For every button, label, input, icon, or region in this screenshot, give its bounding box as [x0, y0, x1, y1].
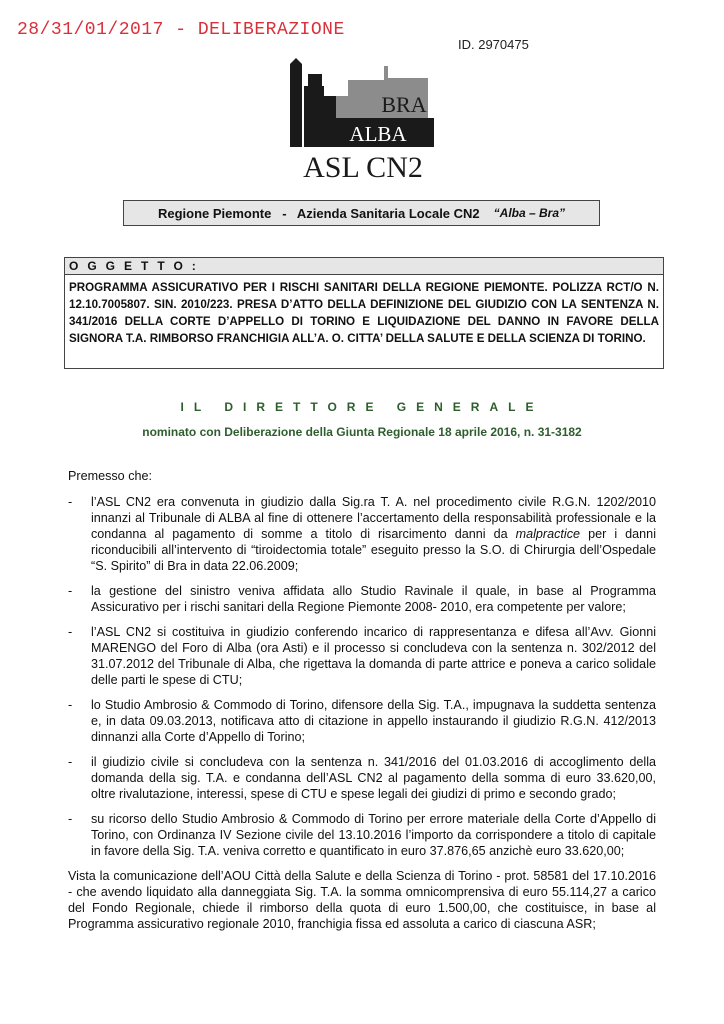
list-dash: - [68, 584, 73, 598]
list-item [68, 754, 656, 802]
logo-text-alba: ALBA [349, 122, 407, 146]
director-heading: IL DIRETTORE GENERALE [180, 400, 544, 414]
nomination-line: nominato con Deliberazione della Giunta Regionale 18 aprile 2016, n. 31-3182 [142, 425, 582, 439]
list-dash: - [68, 755, 73, 769]
list-dash: - [68, 812, 73, 826]
list-item [68, 624, 656, 688]
region-title: Regione Piemonte - Azienda Sanitaria Locale CN2 [157, 205, 480, 221]
list-item-text: la gestione del sinistro veniva affidata allo Studio Ravinale il quale, in base al Programma Assicurativo per i rischi sanitari della Regione Piemonte 2008- 2010, era competente per valore; [91, 584, 656, 614]
document-id: ID. 2970475 [458, 37, 529, 52]
subject-box [64, 257, 664, 369]
list-item-text: l’ASL CN2 si costituiva in giudizio conferendo incarico di rappresentanza e difesa all’Avv. Gionni MARENGO del Foro di Alba (ora Asti) e il processo si concludeva con la sentenza n. 302/2012 del 31.07.2012 del Tribunale di Alba, che rigettava la domanda di parte attrice e poneva a carico solidale delle parti le spese di CTU; [91, 625, 656, 687]
protocol-stamp: 28/31/01/2017 - DELIBERAZIONE [17, 20, 345, 40]
closing-paragraph: Vista la comunicazione dell’AOU Città della Salute e della Scienza di Torino - prot. 58581 del 17.10.2016 - che avendo liquidato alla danneggiata Sig. T.A. la somma omnicomprensiva di euro 55.114,27 a carico del Fondo Regionale, chiede il rimborso della quota di euro 1.500,00, che costituisce, in base al Programma assicurativo regionale 2010, franchigia fissa ed assoluta a carico di ciascuna ASR; [68, 869, 656, 931]
document-body [68, 468, 656, 932]
list-item-text: il giudizio civile si concludeva con la sentenza n. 341/2016 del 01.03.2016 di accoglimento della domanda della sig. T.A. e condanna dell’ASL CN2 al pagamento della somma di euro 33.620,00, oltre rivalutazione, interessi, spese di CTU e spese legali dei giudizi di primo e secondo grado; [91, 755, 656, 801]
subject-text: PROGRAMMA ASSICURATIVO PER I RISCHI SANITARI DELLA REGIONE PIEMONTE. POLIZZA RCT/O N. 12.10.7005807. SIN. 2010/223. PRESA D’ATTO DELLA DEFINIZIONE DEL GIUDIZIO CON LA SENTENZA N. 341/2016 DELLA CORTE D’APPELLO DI TORINO E LIQUIDAZIONE DEL DANNO IN FAVORE DELLA SIGNORA T.A. RIMBORSO FRANCHIGIA ALL’A. O. CITTA’ DELLA SALUTE E DELLA SCIENZA DI TORINO. [69, 281, 659, 345]
list-item-text: l’ASL CN2 era convenuta in giudizio dalla Sig.ra T. A. nel procedimento civile R.G.N. 1202/2010 innanzi al Tribunale di ALBA al fine di ottenere l’accertamento della responsabilità professionale e la condanna al pagamento di somme a titolo di risarcimento danni da malpractice per i danni riconducibili all’intervento di “tiroidectomia totale” eseguito presso la S.O. di Chirurgia dell’Ospedale “S. Spirito” di Bra in data 22.06.2009; [91, 495, 656, 573]
asl-cn2-logo [288, 52, 438, 182]
subject-heading: OGGETTO: [65, 258, 663, 275]
list-item [68, 583, 656, 615]
premise-line: Premesso che: [68, 469, 152, 483]
region-header [123, 200, 600, 226]
list-dash: - [68, 625, 73, 639]
logo-text-asl: ASL CN2 [303, 151, 423, 182]
list-item-text: su ricorso dello Studio Ambrosio & Commodo di Torino per errore materiale della Corte d’Appello di Torino, con Ordinanza IV Sezione civile del 13.10.2016 l’importo da corrispondere a titolo di capitale in favore della Sig. T.A. veniva corretto e quantificato in euro 37.876,65 anzichè euro 33.620,00; [91, 812, 656, 858]
list-dash: - [68, 698, 73, 712]
region-subtitle: “Alba – Bra” [493, 206, 566, 220]
list-item-text: lo Studio Ambrosio & Commodo di Torino, difensore della Sig. T.A., impugnava la suddetta sentenza e, in data 09.03.2013, notificava atto di citazione in appello instaurando il giudizio R.G.N. 412/2013 dinnanzi alla Corte d’Appello di Torino; [91, 698, 656, 744]
list-item [68, 494, 656, 574]
list-dash: - [68, 495, 73, 509]
logo-text-bra: BRA [381, 92, 427, 117]
list-item [68, 697, 656, 745]
list-item [68, 811, 656, 859]
